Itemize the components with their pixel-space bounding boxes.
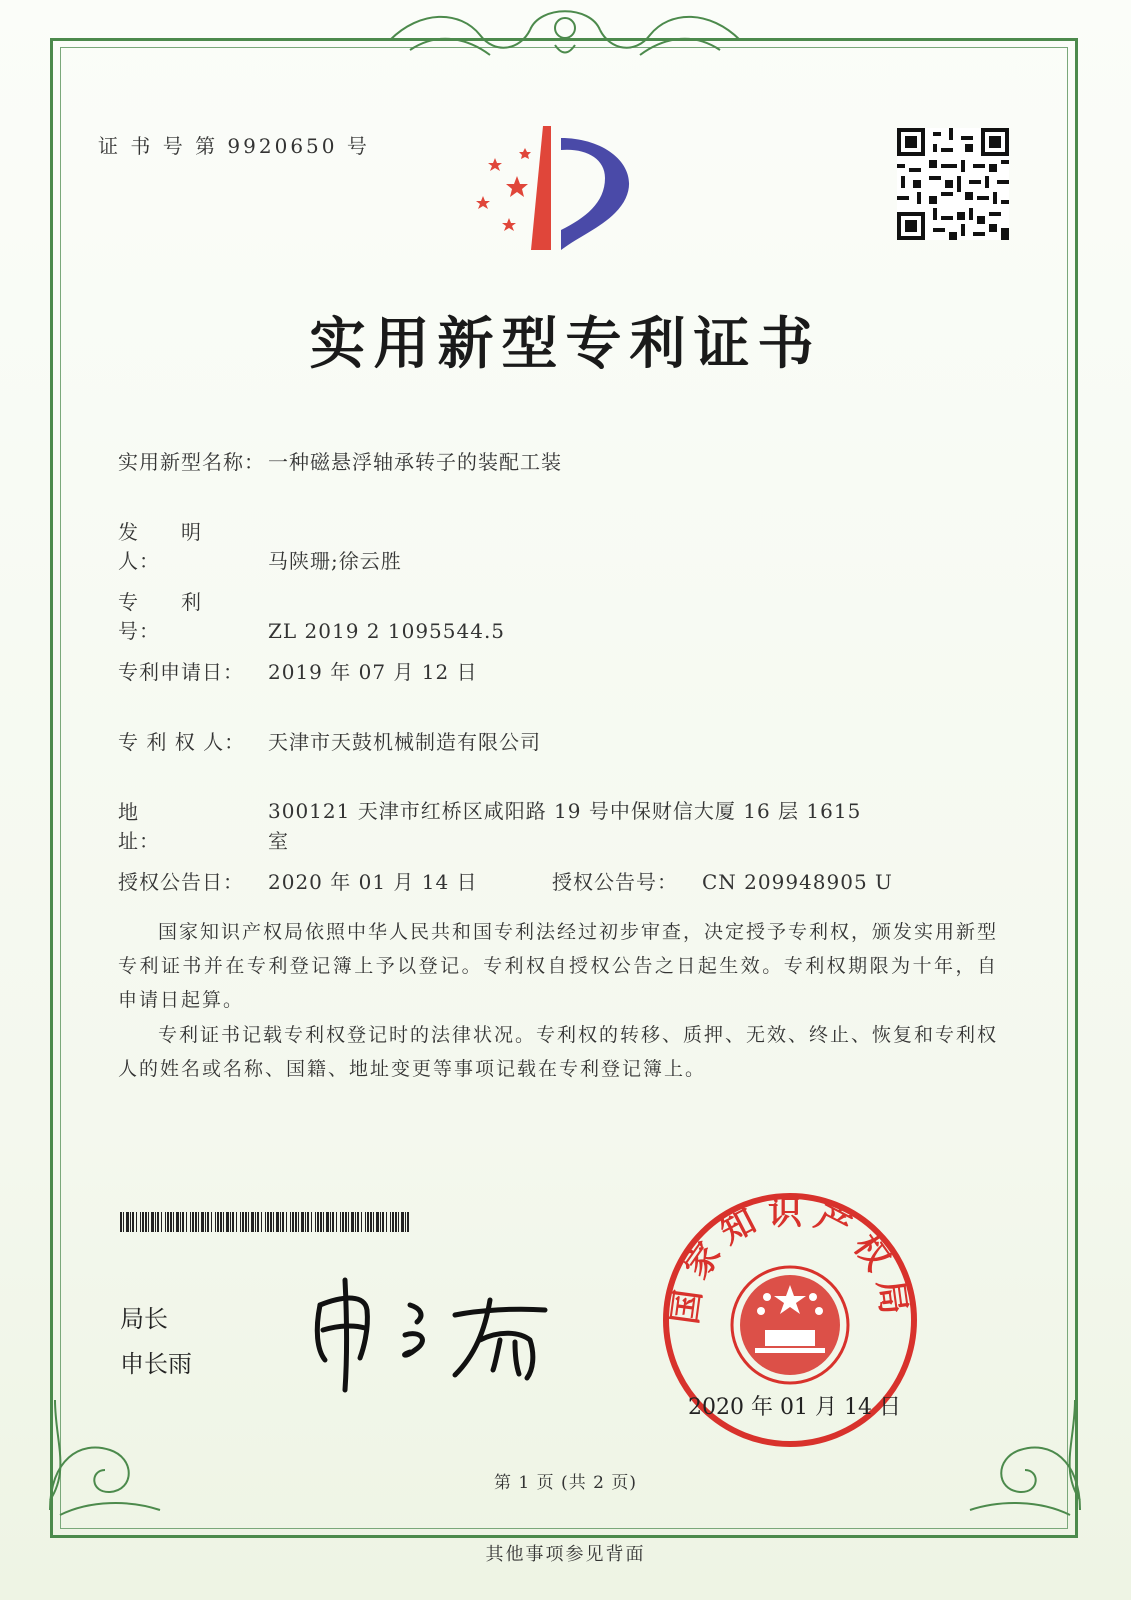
bottom-right-ornament-icon bbox=[960, 1380, 1090, 1520]
barcode-bar bbox=[390, 1212, 391, 1232]
barcode-bar bbox=[265, 1212, 266, 1232]
barcode-bar bbox=[332, 1212, 334, 1232]
field-value: ZL 2019 2 1095544.5 bbox=[268, 619, 506, 643]
barcode-bar bbox=[398, 1212, 399, 1232]
barcode-bar bbox=[211, 1212, 212, 1232]
field-label: 专 利 权 人： bbox=[118, 730, 246, 754]
field-label: 实用新型名称： bbox=[118, 450, 265, 474]
barcode-bar bbox=[251, 1212, 254, 1232]
barcode-bar bbox=[192, 1212, 194, 1232]
barcode-bar bbox=[180, 1212, 181, 1232]
barcode-bar bbox=[157, 1212, 159, 1232]
statement-paragraph: 国家知识产权局依照中华人民共和国专利法经过初步审查，决定授予专利权，颁发实用新型专利证书并在专利登记簿上予以登记。专利权自授权公告之日起生效。专利权期限为十年，自申请日起算。 bbox=[118, 921, 999, 1011]
field-application-date bbox=[118, 656, 478, 685]
field-value: 一种磁悬浮轴承转子的装配工装 bbox=[268, 450, 562, 474]
barcode-bar bbox=[301, 1212, 304, 1232]
patent-office-logo-icon bbox=[465, 118, 645, 258]
barcode-bar bbox=[230, 1212, 231, 1232]
barcode-bar bbox=[198, 1212, 199, 1232]
field-value: 马陕珊;徐云胜 bbox=[268, 549, 402, 573]
barcode-bar bbox=[286, 1212, 287, 1232]
barcode-bar bbox=[126, 1212, 129, 1232]
stamp-date: 2020 年 01 月 14 日 bbox=[688, 1395, 901, 1420]
barcode-bar bbox=[317, 1212, 319, 1232]
barcode-bar bbox=[323, 1212, 324, 1232]
bottom-left-ornament-icon bbox=[40, 1380, 170, 1520]
barcode-bar bbox=[190, 1212, 191, 1232]
field-label: 授权公告日： bbox=[118, 870, 244, 894]
barcode-bar bbox=[401, 1212, 404, 1232]
barcode-bar bbox=[367, 1212, 369, 1232]
field-label: 发 明 人： bbox=[118, 520, 244, 573]
barcode-bar bbox=[205, 1212, 206, 1232]
barcode-bar bbox=[170, 1212, 172, 1232]
barcode-bar bbox=[151, 1212, 154, 1232]
field-address bbox=[118, 796, 868, 856]
barcode-bar bbox=[155, 1212, 156, 1232]
barcode-bar bbox=[407, 1212, 409, 1232]
barcode-bar bbox=[365, 1212, 366, 1232]
barcode-bar bbox=[248, 1212, 249, 1232]
field-value: 300121 天津市红桥区咸阳路 19 号中保财信大厦 16 层 1615 室 bbox=[268, 799, 862, 853]
barcode-bar bbox=[270, 1212, 272, 1232]
field-grant-number bbox=[552, 866, 893, 895]
barcode-bar bbox=[220, 1212, 222, 1232]
field-label: 专利申请日： bbox=[118, 660, 244, 684]
director-title: 局长 bbox=[120, 1305, 168, 1333]
field-value: 2020 年 01 月 14 日 bbox=[268, 870, 478, 894]
barcode-bar bbox=[315, 1212, 316, 1232]
barcode-bar bbox=[330, 1212, 331, 1232]
barcode-bar bbox=[340, 1212, 341, 1232]
barcode-bar bbox=[173, 1212, 174, 1232]
barcode-icon bbox=[120, 1212, 410, 1232]
barcode-bar bbox=[273, 1212, 274, 1232]
barcode-bar bbox=[165, 1212, 166, 1232]
qr-code-icon bbox=[897, 128, 1009, 240]
barcode-bar bbox=[357, 1212, 359, 1232]
barcode-bar bbox=[386, 1212, 387, 1232]
field-label: 授权公告号： bbox=[552, 870, 678, 894]
barcode-bar bbox=[307, 1212, 309, 1232]
stamp-text: 国家知识产权局 bbox=[665, 1192, 915, 1327]
barcode-bar bbox=[142, 1212, 144, 1232]
director-name: 申长雨 bbox=[120, 1350, 192, 1378]
barcode-bar bbox=[276, 1212, 279, 1232]
barcode-bar bbox=[282, 1212, 284, 1232]
barcode-bar bbox=[226, 1212, 229, 1232]
top-ornament-icon bbox=[380, 0, 750, 70]
handwritten-signature bbox=[305, 1270, 565, 1400]
barcode-bar bbox=[373, 1212, 374, 1232]
barcode-bar bbox=[130, 1212, 131, 1232]
barcode-bar bbox=[240, 1212, 241, 1232]
barcode-bar bbox=[261, 1212, 262, 1232]
field-label: 专 利 号： bbox=[118, 590, 244, 643]
barcode-bar bbox=[295, 1212, 297, 1232]
barcode-bar bbox=[326, 1212, 329, 1232]
barcode-bar bbox=[140, 1212, 141, 1232]
barcode-bar bbox=[405, 1212, 406, 1232]
barcode-bar bbox=[290, 1212, 291, 1232]
barcode-bar bbox=[245, 1212, 247, 1232]
barcode-bar bbox=[236, 1212, 237, 1232]
barcode-bar bbox=[336, 1212, 337, 1232]
barcode-bar bbox=[182, 1212, 184, 1232]
barcode-bar bbox=[242, 1212, 244, 1232]
director-block bbox=[120, 1297, 192, 1387]
field-value: 2019 年 07 月 12 日 bbox=[268, 660, 478, 684]
barcode-bar bbox=[351, 1212, 354, 1232]
barcode-bar bbox=[215, 1212, 216, 1232]
barcode-bar bbox=[186, 1212, 187, 1232]
barcode-bar bbox=[348, 1212, 349, 1232]
barcode-bar bbox=[267, 1212, 269, 1232]
barcode-bar bbox=[195, 1212, 197, 1232]
barcode-bar bbox=[355, 1212, 356, 1232]
field-grant-date bbox=[118, 866, 478, 895]
barcode-bar bbox=[257, 1212, 259, 1232]
barcode-bar bbox=[361, 1212, 362, 1232]
barcode-bar bbox=[255, 1212, 256, 1232]
field-patentee bbox=[118, 726, 541, 755]
barcode-bar bbox=[311, 1212, 312, 1232]
barcode-bar bbox=[280, 1212, 281, 1232]
barcode-bar bbox=[232, 1212, 234, 1232]
field-patent-number bbox=[118, 586, 505, 644]
barcode-bar bbox=[223, 1212, 224, 1232]
barcode-bar bbox=[380, 1212, 381, 1232]
barcode-bar bbox=[145, 1212, 147, 1232]
barcode-bar bbox=[292, 1212, 294, 1232]
certificate-title: 实用新型专利证书 bbox=[309, 311, 822, 377]
barcode-bar bbox=[342, 1212, 344, 1232]
barcode-bar bbox=[345, 1212, 347, 1232]
barcode-bar bbox=[392, 1212, 394, 1232]
field-utility-model-name bbox=[118, 446, 562, 475]
certificate-number: 证 书 号 第 9920650 号 bbox=[98, 134, 370, 158]
barcode-bar bbox=[148, 1212, 149, 1232]
field-inventor bbox=[118, 516, 402, 574]
barcode-bar bbox=[132, 1212, 134, 1232]
barcode-bar bbox=[298, 1212, 299, 1232]
barcode-bar bbox=[320, 1212, 322, 1232]
barcode-bar bbox=[120, 1212, 122, 1232]
barcode-bar bbox=[123, 1212, 124, 1232]
barcode-bar bbox=[395, 1212, 397, 1232]
barcode-bar bbox=[370, 1212, 372, 1232]
footer-note: 其他事项参见背面 bbox=[485, 1544, 646, 1565]
barcode-bar bbox=[382, 1212, 384, 1232]
field-value: 天津市天鼓机械制造有限公司 bbox=[268, 730, 541, 754]
barcode-bar bbox=[305, 1212, 306, 1232]
barcode-bar bbox=[161, 1212, 162, 1232]
barcode-bar bbox=[376, 1212, 379, 1232]
field-label: 地 址： bbox=[118, 800, 244, 853]
statement-paragraph: 专利证书记载专利权登记时的法律状况。专利权的转移、质押、无效、终止、恢复和专利权人的姓名或名称、国籍、地址变更等事项记载在专利登记簿上。 bbox=[118, 1024, 999, 1080]
barcode-bar bbox=[167, 1212, 169, 1232]
page-indicator: 第 1 页 (共 2 页) bbox=[494, 1473, 637, 1493]
barcode-bar bbox=[217, 1212, 219, 1232]
barcode-bar bbox=[207, 1212, 209, 1232]
field-value: CN 209948905 U bbox=[702, 870, 893, 894]
barcode-bar bbox=[201, 1212, 204, 1232]
barcode-bar bbox=[136, 1212, 137, 1232]
barcode-bar bbox=[176, 1212, 179, 1232]
